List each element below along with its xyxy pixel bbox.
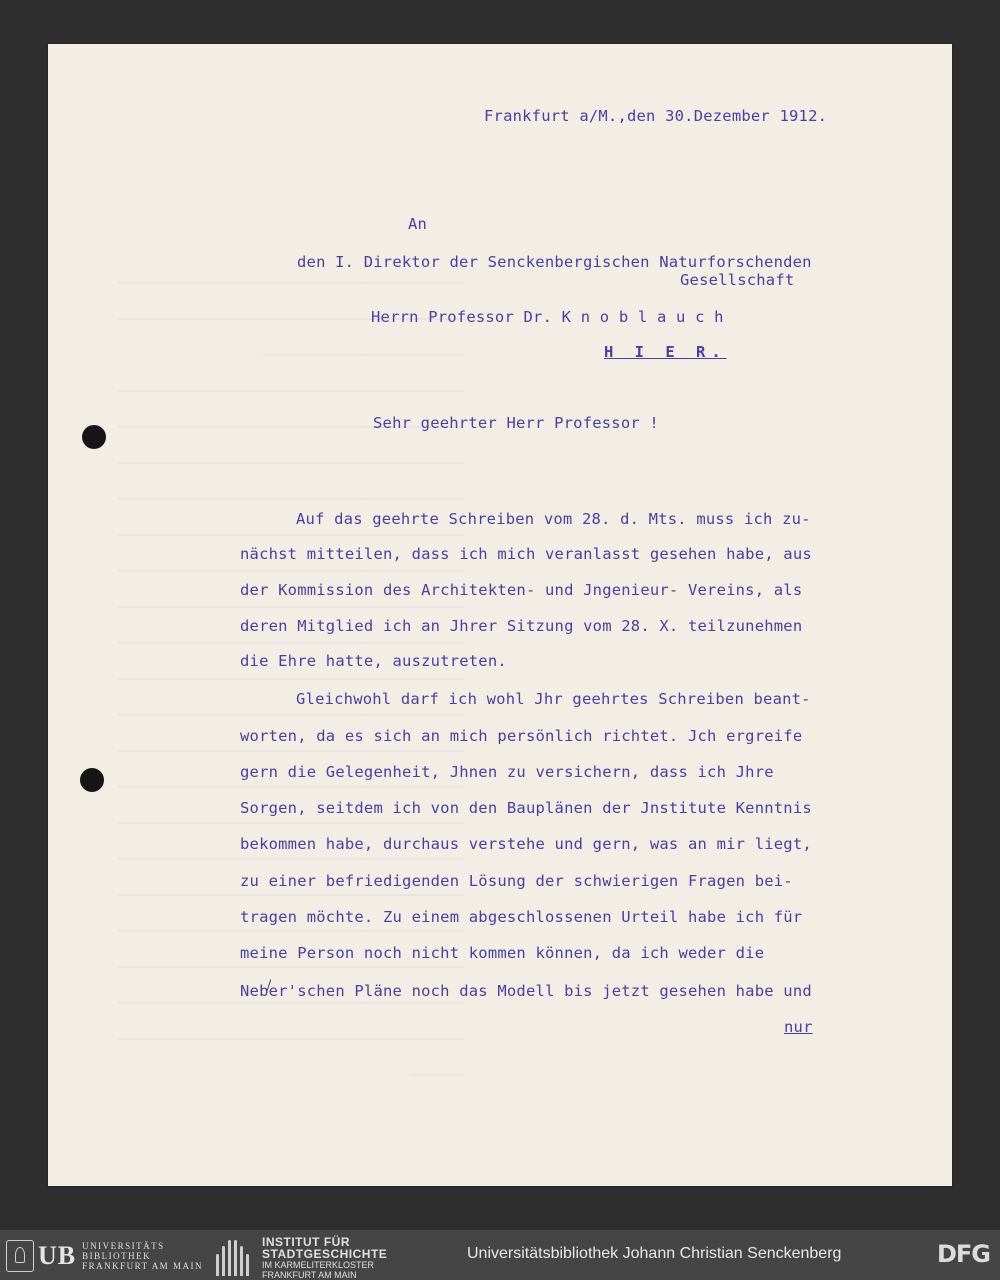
catchword: nur bbox=[784, 1018, 813, 1036]
punch-hole-upper bbox=[82, 425, 106, 449]
library-name: Universitätsbibliothek Johann Christian Senckenberg bbox=[467, 1245, 842, 1262]
body-line-6: Gleichwohl darf ich wohl Jhr geehrtes Schreiben beant- bbox=[296, 690, 811, 708]
body-line-4: deren Mitglied ich an Jhrer Sitzung vom 28. X. teilzunehmen bbox=[240, 617, 803, 635]
footer-bar bbox=[0, 1230, 1000, 1280]
letter-page bbox=[48, 44, 952, 1186]
address-an: An bbox=[408, 215, 428, 233]
address-line-3: Herrn Professor Dr. K n o b l a u c h bbox=[371, 308, 724, 326]
isg-logo[interactable] bbox=[216, 1236, 387, 1280]
isg-logo-text bbox=[262, 1236, 387, 1280]
ub-line-3: FRANKFURT AM MAIN bbox=[82, 1261, 203, 1271]
dfg-logo[interactable]: DFG bbox=[936, 1240, 990, 1268]
body-line-5: die Ehre hatte, auszutreten. bbox=[240, 652, 507, 670]
body-line-13: meine Person noch nicht kommen können, da ich weder die bbox=[240, 944, 765, 962]
isg-line-3: IM KARMELITERKLOSTER bbox=[262, 1260, 375, 1270]
body-line-14: Neber'schen Pläne noch das Modell bis jetzt gesehen habe und bbox=[240, 982, 812, 1000]
body-line-7: worten, da es sich an mich persönlich richtet. Jch ergreife bbox=[240, 727, 803, 745]
dateline: Frankfurt a/M.,den 30.Dezember 1912. bbox=[484, 107, 828, 125]
punch-hole-lower bbox=[80, 768, 104, 792]
salutation: Sehr geehrter Herr Professor ! bbox=[373, 414, 659, 432]
body-line-2: nächst mitteilen, dass ich mich veranlasst gesehen habe, aus bbox=[240, 545, 812, 563]
body-line-12: tragen möchte. Zu einem abgeschlossenen Urteil habe ich für bbox=[240, 908, 803, 926]
bleed-through: ────────────────────────────────────────────────── ────────────────────────────────────────────────── ───────────────────────────── ────────────────────────────────────────────────── ────────────────────────────────────────────────── ────────────────────────────────────────────────── ────────────────────────────────────────────────── ────────────────────────────────────────────────── ────────────────────────────────────────────────── ────────────────────────────────────────────────── ────────────────────────────────────────────────── ────────────────────────────────────────────────── ────────────────────────────────────────────────── ────────────────────────────────────────────────── ────────────────────────────────────────────────── ────────────────────────────────────────────────── ────────────────────────────────────────────────── ────────────────────────────────────────────────── ────────────────────────────────────────────────── ────────────────────────────────────────────────── ────────────────────────────────────────────────── ────────────────────────────────────────────────── ──────── bbox=[118, 276, 465, 1082]
isg-line-1: INSTITUT FÜR bbox=[262, 1235, 350, 1249]
address-line-2: Gesellschaft bbox=[680, 271, 795, 289]
isg-line-4: FRANKFURT AM MAIN bbox=[262, 1270, 357, 1280]
isg-line-2: STADTGESCHICHTE bbox=[262, 1247, 388, 1261]
ub-logo[interactable] bbox=[6, 1238, 203, 1274]
body-line-8: gern die Gelegenheit, Jhnen zu versichern, dass ich Jhre bbox=[240, 763, 774, 781]
address-line-1: den I. Direktor der Senckenbergischen Naturforschenden bbox=[297, 253, 812, 271]
ub-line-1: UNIVERSITÄTS bbox=[82, 1241, 165, 1251]
address-line-4: H I E R. bbox=[604, 343, 727, 361]
body-line-11: zu einer befriedigenden Lösung der schwierigen Fragen bei- bbox=[240, 872, 793, 890]
body-line-9: Sorgen, seitdem ich von den Bauplänen der Jnstitute Kenntnis bbox=[240, 799, 812, 817]
body-line-10: bekommen habe, durchaus verstehe und gern, was an mir liegt, bbox=[240, 835, 812, 853]
seal-icon bbox=[6, 1240, 34, 1272]
body-line-1: Auf das geehrte Schreiben vom 28. d. Mts. muss ich zu- bbox=[296, 510, 811, 528]
ub-logo-mark: UB bbox=[38, 1241, 77, 1270]
body-line-3: der Kommission des Architekten- und Jngenieur- Vereins, als bbox=[240, 581, 803, 599]
ub-logo-text bbox=[82, 1241, 203, 1271]
ub-line-2: BIBLIOTHEK bbox=[82, 1251, 152, 1261]
arches-icon bbox=[216, 1240, 256, 1276]
